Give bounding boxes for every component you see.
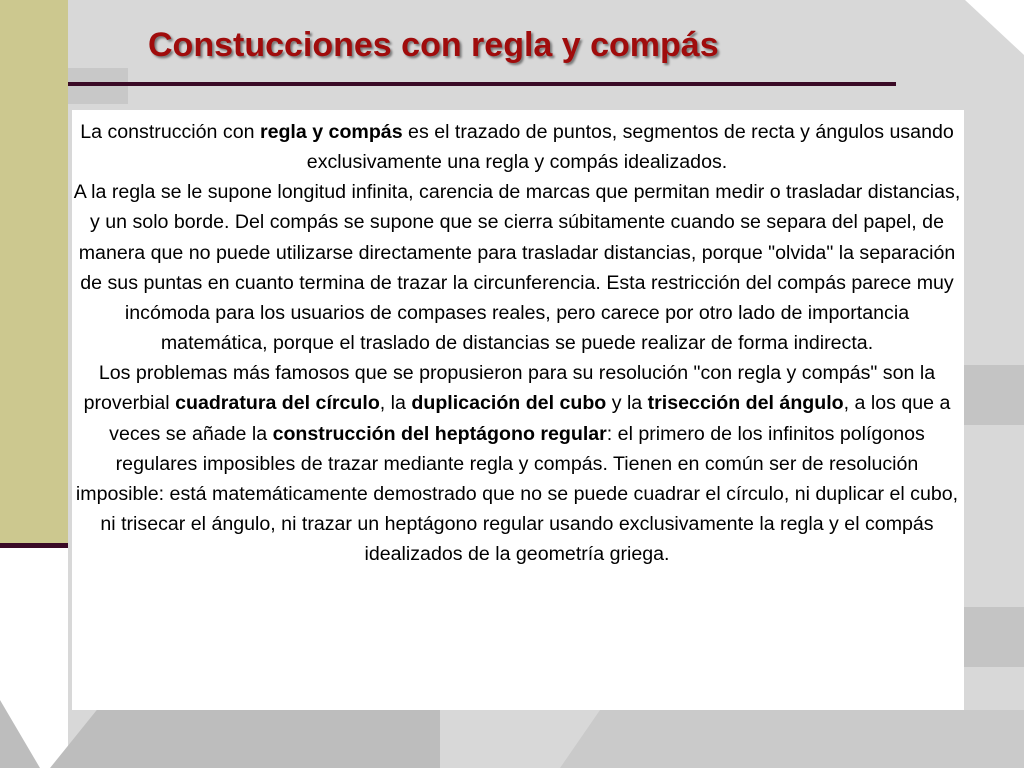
title-underline bbox=[68, 82, 896, 86]
p3-text-f: : el primero de los infinitos polígonos regulares imposibles de trazar mediante regla y compás. Tienen en común ser de resolución imposible: está matemáticamente demostrado que no se puede cuadrar el círculo, ni duplicar el cubo, ni trisecar el ángulo, ni trazar un heptágono regular usando exclusivamente la regla y el compás idealizados de la geometría griega. bbox=[75, 422, 959, 566]
grey-shape-bottom bbox=[50, 706, 440, 768]
paragraph-3 bbox=[72, 358, 962, 569]
grey-shape-bottom-left bbox=[0, 700, 40, 768]
grey-block-right-1 bbox=[964, 365, 1024, 425]
p3-text-a: Los problemas más famosos que se propusieron para su resolución "con regla y compás" son la proverbial bbox=[83, 362, 936, 415]
p3-bold-heptagono: construcción del heptágono regular bbox=[272, 422, 607, 445]
p3-bold-duplicacion: duplicación del cubo bbox=[411, 392, 607, 415]
grey-shape-bottom-right bbox=[560, 710, 1024, 768]
paragraph-2: A la regla se le supone longitud infinita, carencia de marcas que permitan medir o trasladar distancias, y un solo borde. Del compás se supone que se cierra súbitamente cuando se separa del papel, de manera que no puede utilizarse directamente para trasladar distancias, porque "olvida" la separación de sus puntas en cuanto termina de trazar la circunferencia. Esta restricción del compás parece muy incómoda para los usuarios de compases reales, pero carece por otro lado de importancia matemática, porque el traslado de distancias se puede realizar de forma indirecta. bbox=[73, 181, 961, 355]
p3-text-c: , la bbox=[379, 392, 412, 415]
left-band-shadow bbox=[0, 543, 68, 548]
p1-bold-regla: regla y compás bbox=[259, 121, 403, 143]
body-text bbox=[72, 117, 962, 569]
p3-text-d: y la bbox=[606, 392, 648, 415]
p1-text-c: es el trazado de puntos, segmentos de recta y ángulos usando exclusivamente una regla y compás idealizados. bbox=[306, 121, 954, 174]
p3-bold-triseccion: trisección del ángulo bbox=[647, 392, 844, 415]
left-khaki-band bbox=[0, 0, 68, 548]
slide-title: Constucciones con regla y compás bbox=[148, 26, 719, 64]
p1-text-a: La construcción con bbox=[80, 121, 260, 143]
paragraph-1 bbox=[72, 117, 962, 177]
grey-block-right-2 bbox=[964, 607, 1024, 667]
p3-text-e: , a los que a veces se añade la bbox=[109, 392, 951, 445]
p3-bold-cuadratura: cuadratura del círculo bbox=[175, 392, 380, 415]
